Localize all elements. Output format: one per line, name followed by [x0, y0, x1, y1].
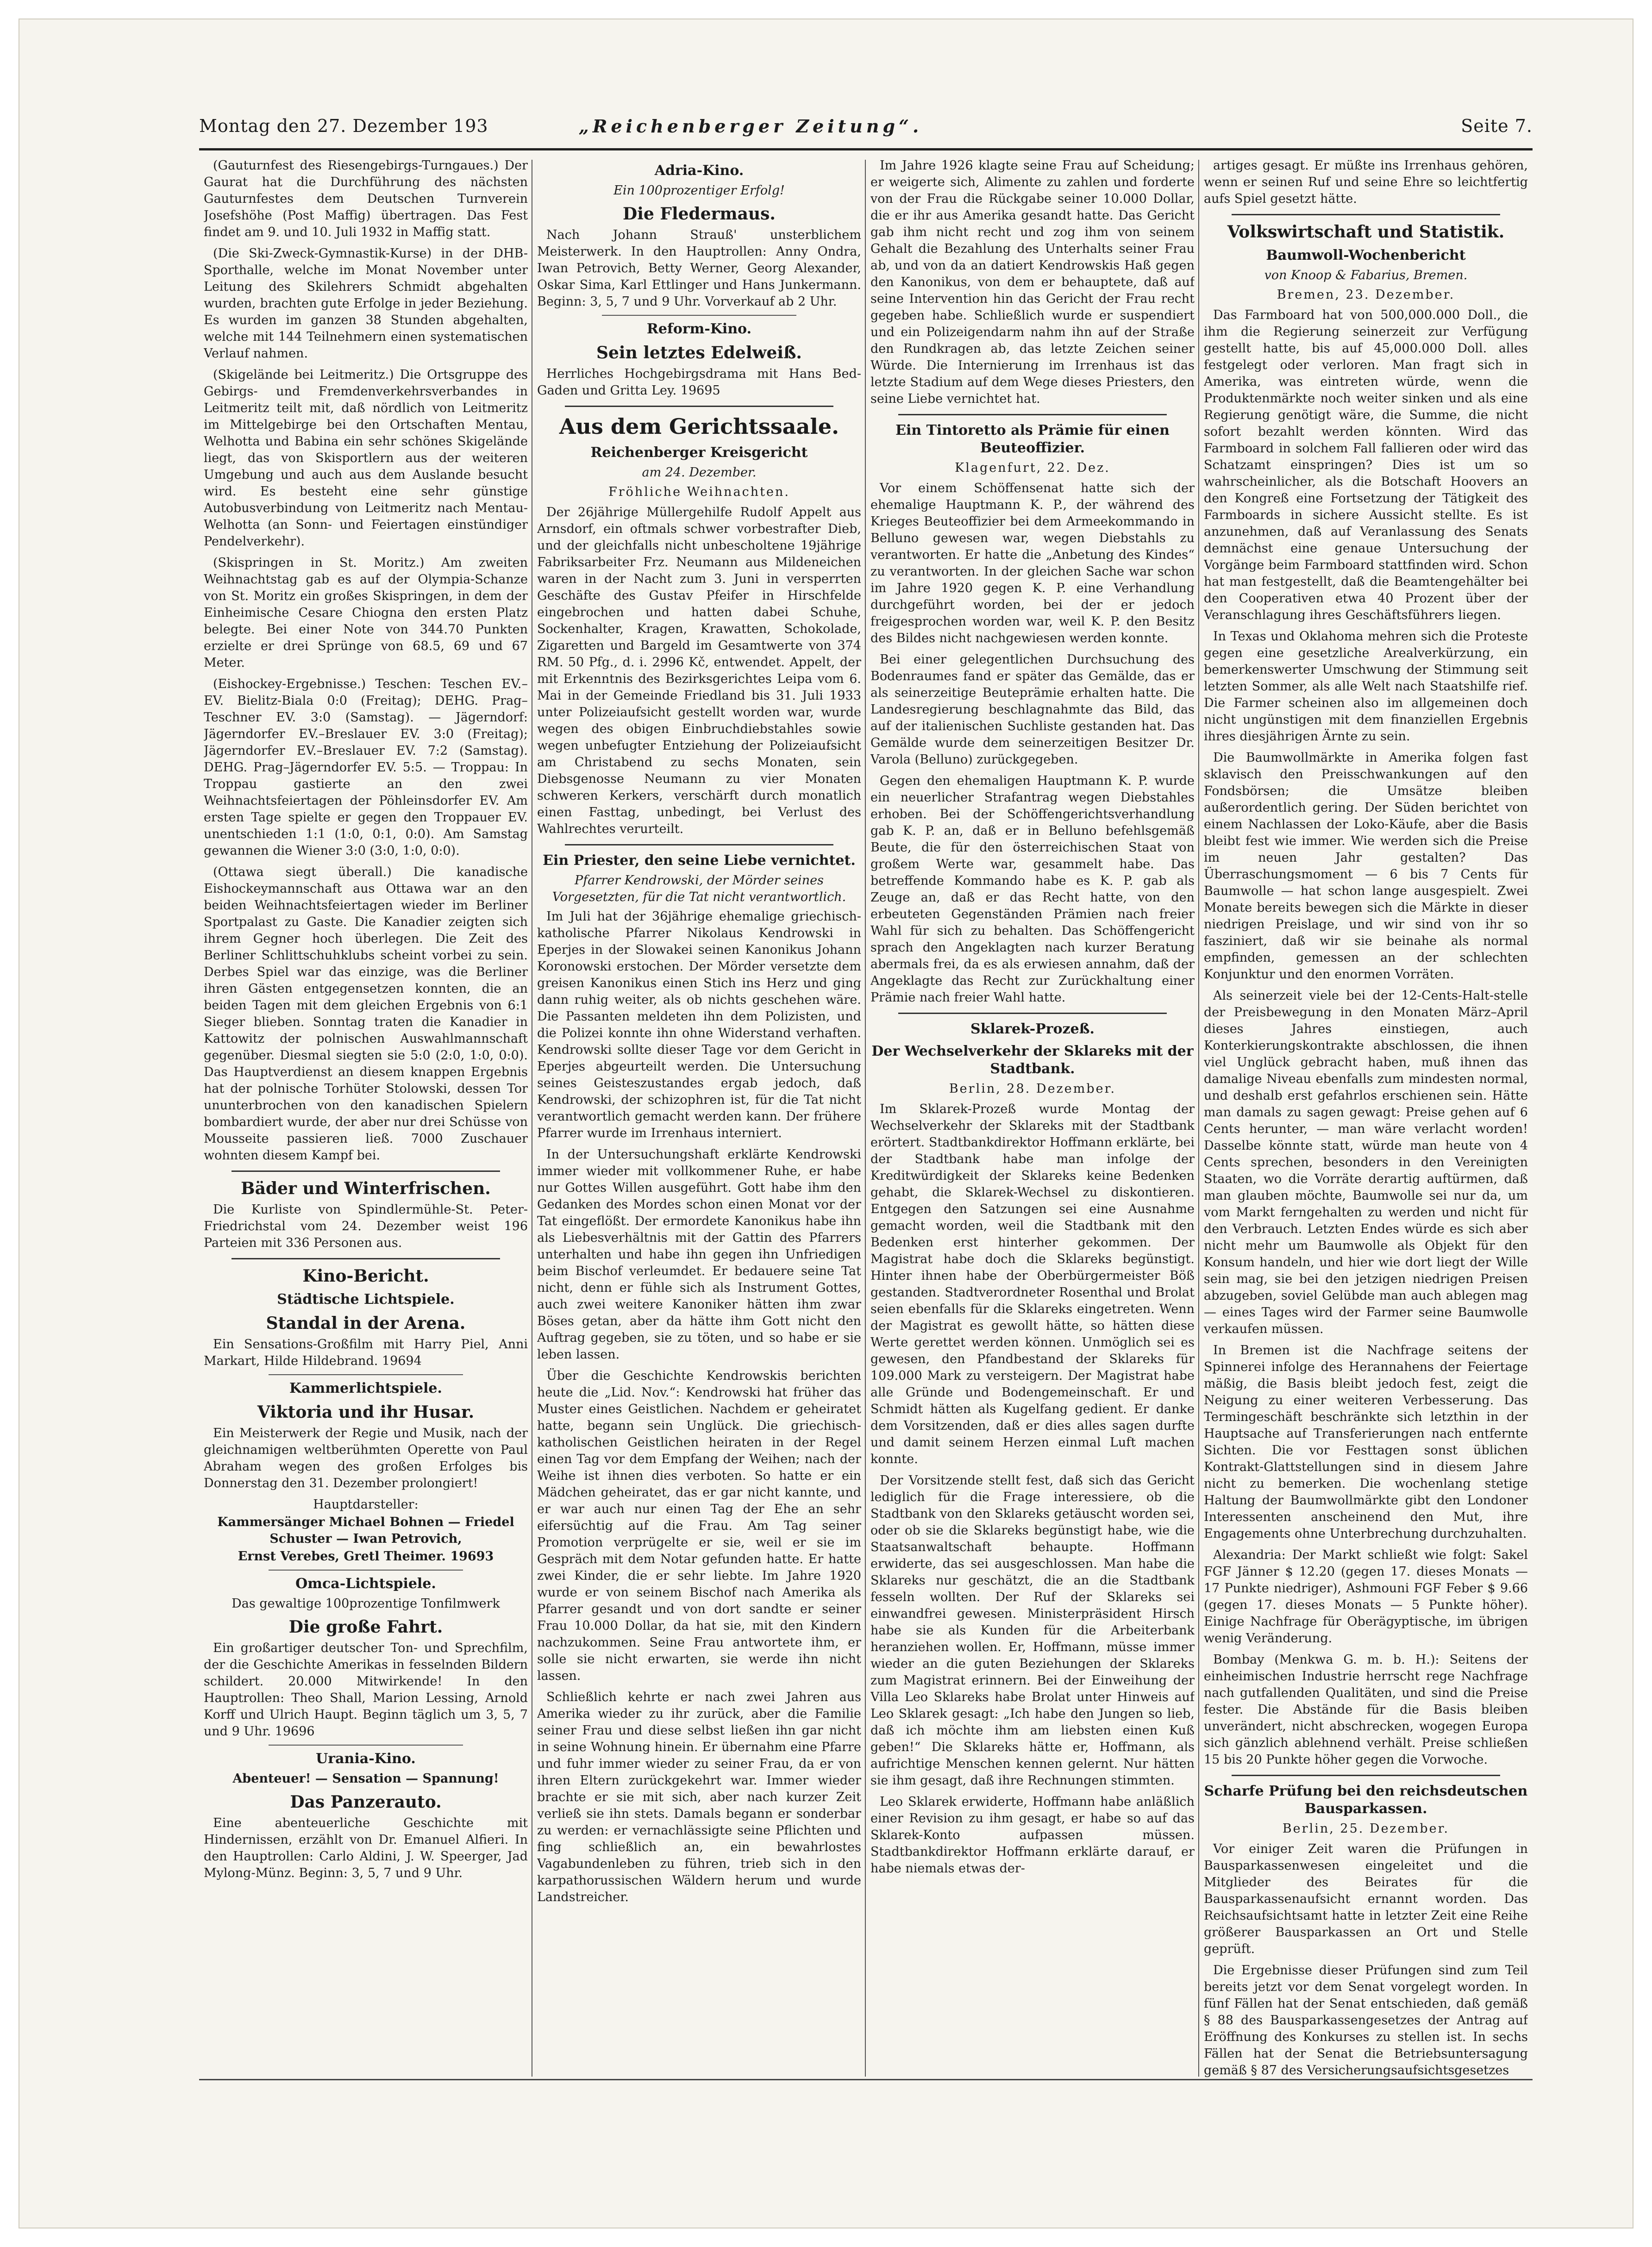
film-tagline: Ein 100prozentiger Erfolg! [613, 183, 785, 198]
section-separator [232, 1258, 500, 1259]
court-name: Reichenberger Kreisgericht [590, 444, 808, 461]
masthead [199, 116, 1533, 143]
film-text: Eine abenteuerliche Geschichte mit Hindernissen, erzählt von Dr. Emanuel Alfieri. In den Hauptrollen: Carlo Aldini, J. W. Speerger, Jad Mylong-Münz. Beginn: 3, 5, 7 und 9 Uhr. [204, 1816, 528, 1880]
cinema-name: Adria-Kino. [654, 163, 744, 179]
article-text: Im Juli hat der 36jährige ehemalige griechisch-katholische Pfarrer Nikolaus Kendrowski in Eperjes in der Slowakei seinen Kanonikus Johann Koronowski erstochen. Der Mörder versetzte dem greisen Kanonikus einen Stich ins Herz und ging dann ruhig weiter, als ob nichts geschehen wäre. Die Passanten meldeten ihn dem Polizisten, und die Polizei konnte ihn ohne Widerstand verhaften. Kendrowski sollte dieser Tage vor dem Gericht in Eperjes abgeurteilt werden. Die Untersuchung seines Geisteszustandes ergab jedoch, daß Kendrowski, der schizophren ist, für die Tat nicht verantwortlich gemacht werden kann. Der frühere Pfarrer wurde im Irrenhaus interniert. [537, 909, 861, 1140]
film-title: Das Panzerauto. [290, 1792, 442, 1812]
film-text: Herrliches Hochgebirgsdrama mit Hans Bed-Gaden und Gritta Ley. 19695 [537, 367, 861, 398]
court-date: am 24. Dezember. [642, 465, 757, 480]
article-heading: Ein Tintoretto als Prämie für einen Beuteoffizier. [895, 422, 1170, 456]
cinema-name: Urania-Kino. [316, 1751, 416, 1767]
news-item: (Skigelände bei Leitmeritz.) Die Ortsgruppe des Gebirgs- und Fremdenverkehrsverbandes in Leitmeritz teilt mit, daß nördlich von Leitmeritz im Mittelgebirge bei den Ortschaften Mentau, Welhotta und Babina ein sehr schönes Skigelände liegt, das von Skisportlern aus der weiteren Umgebung und auch aus dem Auslande besucht wird. Es besteht eine sehr günstige Autobusverbindung von Leitmeritz nach Mentau-Welhotta (an Sonn- und Feiertagen einstündiger Pendelverkehr). [204, 368, 528, 549]
section-separator [898, 1013, 1167, 1014]
article-heading: Baumwoll-Wochenbericht [1266, 247, 1466, 263]
article-text: Bombay (Menkwa G. m. b. H.): Seitens der einheimischen Industrie herrscht rege Nachfrage nach gutfallenden Qualitäten, und sind die Preise fester. Die Abstände für die Basis bleiben unverändert, nicht abschrecken, wogegen Europa sich gänzlich ablehnend verhält. Preise schließen 15 bis 20 Punkte höher gegen die Vorwoche. [1204, 1652, 1528, 1767]
article-heading: Scharfe Prüfung bei den reichsdeutschen Bausparkassen. [1204, 1783, 1528, 1817]
article-text: Der Vorsitzende stellt fest, daß sich das Gericht lediglich für die Frage interessiere, ob die Stadtbank von den Sklareks getäuscht worden sei, oder ob sie die Sklareks begünstigt habe, wie die Staatsanwaltschaft behaupte. Hoffmann erwiderte, das sei ausgeschlossen. Man habe die Sklareks nur geschätzt, die an die Stadtbank fesseln wollten. Der Ruf der Sklareks sei einwandfrei gewesen. Ministerpräsident Hirsch habe sie als Kunden für die Arbeiterbank heranziehen wollen. Er, Hoffmann, müsse immer wieder an die guten Beziehungen der Sklareks zum Magistrat erinnern. Bei der Einweihung der Villa Leo Sklareks habe Brolat unter Hinweis auf Leo Sklarek gesagt: „Ich habe den Jungen so lieb, daß ich möchte ihm am liebsten einen Kuß geben!“ Die Sklareks hätte er, Hoffmann, als aufrichtige Menschen kennen gelernt. Nur hätten sie ihm gesagt, daß ihre Rechnungen stimmten. [870, 1473, 1195, 1788]
cinema-name: Reform-Kino. [646, 321, 752, 337]
section-heading: Volkswirtschaft und Statistik. [1227, 222, 1505, 242]
news-item: (Eishockey-Ergebnisse.) Teschen: Teschen EV.–EV. Bielitz-Biala 0:0 (Freitag); DEHG. Prag–Teschner EV. 3:0 (Samstag). — Jägerndorf: Jägerndorfer EV.–Breslauer EV. 3:0 (Freitag); Jägerndorfer EV.–Breslauer EV. 7:2 (Samstag). DEHG. Prag–Jägerndorfer EV. 5:5. — Troppau: In Troppau gastierte an den zwei Weihnachtsfeiertagen der Pöhleinsdorfer EV. Am ersten Tage spielte er gegen den Troppauer EV. unentschieden 1:1 (1:0, 0:1, 0:0). Am Samstag gewannen die Wiener 3:0 (3:0, 1:0, 0:0). [204, 677, 528, 858]
article-text: Als seinerzeit viele bei der 12-Cents-Halt-stelle der Preisbewegung in den Monaten März–April dieses Jahres einstiegen, auch Konterkierungskontrakte abschlossen, die ihnen viel Unglück gebracht haben, muß ihnen das damalige Niveau ebenfalls zum mindesten normal, und deshalb erst gefahrlos erschienen sein. Hätte man damals zu sagen gewagt: Preise gehen auf 6 Cents herunter, — man wäre verlacht worden! Dasselbe könnte statt, würde man heute von 4 Cents sprechen, besonders in den Vereinigten Staaten, wo die Vorräte derartig auftürmen, daß man glauben möchte, Baumwolle sei nur da, um vom Markt ferngehalten zu werden und nicht für den Verbrauch. Letzten Endes würde es sich aber nicht mehr um Baumwolle als Objekt für den Konsum handeln, und hier wie dort liegt der Wille sein mag, sie bei den jetzigen niedrigen Preisen abzugeben, soviel Gelübde man auch ablegen mag — eines Tages wird der Farmer seine Baumwolle verkaufen müssen. [1204, 989, 1528, 1336]
dateline: Berlin, 28. Dezember. [949, 1082, 1116, 1096]
article-heading: Ein Priester, den seine Liebe vernichtet. [543, 852, 856, 869]
dateline: Bremen, 23. Dezember. [1277, 288, 1455, 302]
separator [269, 1745, 463, 1746]
article-text: Die Ergebnisse dieser Prüfungen sind zum Teil bereits jetzt vor dem Senat vorgelegt worden. In fünf Fällen hat der Senat entschieden, daß gemäß § 88 des Bausparkassengesetzes der Antrag auf Eröffnung des Konkurses zu stellen ist. In sechs Fällen hat der Senat die Betriebsuntersagung gemäß § 87 des Versicherungsaufsichtsgesetzes [1204, 1963, 1528, 2078]
film-text: Ein Meisterwerk der Regie und Musik, nach der gleichnamigen weltberühmten Operette von Paul Abraham wegen des großen Erfolges bis Donnerstag den 31. Dezember prolongiert! [204, 1426, 528, 1490]
section-separator [898, 414, 1167, 415]
page-number: Seite 7. [1461, 116, 1533, 136]
film-tagline: Abenteuer! — Sensation — Spannung! [232, 1771, 499, 1786]
cast-line: Kammersänger Michael Bohnen — Friedel Schuster — Iwan Petrovich, [217, 1515, 514, 1546]
news-item: Die Kurliste von Spindlermühle-St. Peter-Friedrichstal vom 24. Dezember weist 196 Parteien mit 336 Personen aus. [204, 1202, 528, 1250]
article-text: Im Sklarek-Prozeß wurde Montag der Wechselverkehr der Sklareks mit der Stadtbank erörtert. Stadtbankdirektor Hoffmann erklärte, bei der Stadtbank habe man infolge der Kreditwürdigkeit der Sklareks keine Bedenken gehabt, die Sklarek-Wechsel zu diskontieren. Entgegen den Satzungen sei eine Ausnahme gemacht worden, weil die Stadtbank mit den Bedenken erst hinterher gekommen. Der Magistrat habe doch die Sklareks begünstigt. Hinter ihnen habe der Oberbürgermeister Böß gestanden. Stadtverordneter Rosenthal und Brolat seien ebenfalls für die Sklareks eingetreten. Wenn der Magistrat es gewollt hätte, so hätten diese Werte gerettet werden können. Unmöglich sei es gewesen, den Pfandbestand der Sklareks für 109.000 Mark zu versteigern. Der Magistrat habe alle Gründe und Bodengemeinschaft. Er und Schmidt hätten als Kugelfang gedient. Er danke dem Vorsitzenden, daß er dies alles sagen durfte und damit seinem Herzen einmal Luft machen konnte. [870, 1102, 1195, 1466]
section-separator [565, 844, 833, 845]
film-text: Ein großartiger deutscher Ton- und Sprechfilm, der die Geschichte Amerikas in fesselnden Bildern schildert. 20.000 Mitwirkende! In den Hauptrollen: Theo Shall, Marion Lessing, Arnold Korff und Ulrich Haupt. Beginn täglich um 3, 5, 7 und 9 Uhr. 19696 [204, 1641, 528, 1739]
column-2 [537, 157, 861, 2079]
film-title: Die große Fahrt. [288, 1617, 443, 1637]
article-text: In der Untersuchungshaft erklärte Kendrowski immer wieder mit vollkommener Ruhe, er habe nur Gottes Willen ausgeführt. Gott habe ihm den Gedanken des Mordes schon einen Monat vor der Tat eingeflößt. Der ermordete Kanonikus habe ihn als Liebesverhältnis mit der Gattin des Pfarrers unterhalten und habe ihn gegen ihn Unfriedigen beim Bischof verleumdet. Er bedauere seine Tat nicht, denn er fühle sich als Instrument Gottes, auch zwei weitere Kanoniker hätten ihm zwar Böses getan, aber da hätte ihm Gott nicht den Auftrag gegeben, sie zu töten, und so habe er sie leben lassen. [537, 1147, 861, 1362]
dateline: Klagenfurt, 22. Dez. [955, 461, 1110, 475]
film-text: Nach Johann Strauß' unsterblichem Meisterwerk. In den Hauptrollen: Anny Ondra, Iwan Petrovich, Betty Werner, Georg Alexander, Oskar Sima, Karl Ettlinger und Hans Junkermann. Beginn: 3, 5, 7 und 9 Uhr. Vorverkauf ab 2 Uhr. [537, 228, 861, 309]
article-text: artiges gesagt. Er müßte ins Irrenhaus gehören, wenn er seinen Ruf und seine Ehre so leichtfertig aufs Spiel gesetzt hätte. [1204, 158, 1528, 206]
separator [602, 315, 796, 316]
article-text: Gegen den ehemaligen Hauptmann K. P. wurde ein neuerlicher Strafantrag wegen Diebstahles erhoben. Bei der Schöffengerichtsverhandlung gab K. P. an, daß er in Belluno befehlsgemäß Beute, die für den österreichischen Staat von großem Werte war, gesammelt habe. Das betreffende Kommando habe es K. P. gab als Zeuge an, daß er das Recht hatte, von den erbeuteten Gegenständen Prämien nach freier Wahl für sich zu behalten. Das Schöffengericht sprach den Angeklagten nach kurzer Beratung abermals frei, da es als erwiesen annahm, daß der Angeklagte das Recht zur Zurückhaltung einer Prämie nach freier Wahl hatte. [870, 774, 1195, 1005]
film-tagline: Das gewaltige 100prozentige Tonfilmwerk [232, 1596, 500, 1611]
film-title: Die Fledermaus. [623, 204, 776, 224]
newspaper-title: „Reichenberger Zeitung“. [579, 116, 923, 137]
column-1 [204, 157, 528, 2079]
section-separator [1232, 1775, 1500, 1776]
article-heading: Fröhliche Weihnachten. [608, 485, 790, 499]
column-divider [1198, 160, 1199, 2077]
news-item: (Skispringen in St. Moritz.) Am zweiten Weihnachtstag gab es auf der Olympia-Schanze von St. Moritz ein großes Skispringen, in dem der Einheimische Cesare Chiogna den ersten Platz belegte. Bei einer Note von 344.70 Punkten erzielte er drei Sprünge von 68.5, 69 und 67 Meter. [204, 556, 528, 670]
article-text: In Bremen ist die Nachfrage seitens der Spinnerei infolge des Herannahens der Feiertage mäßig, die Basis bleibt jedoch fest, zeigt die Neigung zu einer weiteren Verbesserung. Das Termingeschäft beschränkte sich letzthin in der Hauptsache auf Transferierungen nach entfernte Sichten. Die vor Festtagen sonst üblichen Kontrakt-Glattstellungen sind in diesem Jahre nicht zu bemerken. Die wochenlang stetige Haltung der Baumwollmärkte gibt den Londoner Interessenten anscheinend den Mut, ihre Engagements ohne Unterbrechung durchzuhalten. [1204, 1343, 1528, 1541]
column-divider [865, 160, 866, 2077]
section-heading: Kino-Bericht. [302, 1266, 429, 1286]
separator [269, 1374, 463, 1375]
article-text: Schließlich kehrte er nach zwei Jahren aus Amerika wieder zu ihr zurück, aber die Familie seiner Frau und diese selbst ließen ihn gar nicht in seine Wohnung hinein. Er übernahm eine Pfarre und fuhr immer wieder zu seiner Frau, da er von ihren Eltern zurückgekehrt war. Immer wieder brachte er sie mit sich, aber nach kurzer Zeit verließ sie ihn stets. Damals begann er sonderbar zu werden: er vernachlässigte seine Pflichten und fing schließlich an, ein bewahrlostes Vagabundenleben zu führen, trieb sich in den karpathorussischen Wäldern herum und wurde Landstreicher. [537, 1690, 861, 1904]
article-heading: Sklarek-Prozeß. [970, 1021, 1095, 1037]
dateline: Berlin, 25. Dezember. [1282, 1821, 1450, 1836]
cinema-name: Kammerlichtspiele. [289, 1380, 442, 1396]
article-text: Das Farmboard hat von 500,000.000 Doll., die ihm die Regierung seinerzeit zur Verfügung gestellt hatte, bis auf 45,000.000 Doll. alles festgelegt oder verloren. Man fragt sich in Amerika, was eintreten würde, wenn die Produktenmärkte noch weiter sinken und als eine Regierung genötigt wäre, die Summe, die nicht sofort bezahlt werden könnten. Wird das Farmboard in solchem Fall fallieren oder wird das Schatzamt einspringen? Dies ist um so wahrscheinlicher, als die Botschaft Hoovers an den Kongreß eine Fortsetzung der Tätigkeit des Farmboards in sichere Aussicht stellte. Es ist anzunehmen, daß auf Veranlassung des Senats demnächst eine genaue Untersuchung der Vorgänge beim Farmboard stattfinden wird. Schon hat man festgestellt, daß die Beamtengehälter bei den Cooperativen etwa 40 Prozent über der Veranschlagung ihres Geschäftsführers liegen. [1204, 308, 1528, 622]
article-text: Im Jahre 1926 klagte seine Frau auf Scheidung; er weigerte sich, Alimente zu zahlen und forderte von der Frau die Rückgabe seiner 10.000 Dollar, die er ihr aus Amerika gesandt hatte. Das Gericht gab ihm nicht recht und zog ihm von seinem Gehalt die Bezahlung des Unterhalts seiner Frau ab, und von da an datiert Kendrowskis Haß gegen den Kanonikus, von dem er behauptete, daß auf seine Intervention hin das Gericht der Frau recht gegeben habe. Schließlich wurde er suspendiert und ein Polizeigendarm nahm ihn auf der Straße den Rundkragen ab, das letzte Zeichen seiner Würde. Die Internierung im Irrenhaus ist das letzte Stadium auf dem Wege dieses Priesters, den seine Liebe vernichtet hat. [870, 158, 1195, 406]
article-subheading: Der Wechselverkehr der Sklareks mit der Stadtbank. [871, 1043, 1194, 1077]
news-item: (Ottawa siegt überall.) Die kanadische Eishockeymannschaft aus Ottawa war an den beiden Weihnachtsfeiertagen wieder im Berliner Sportpalast zu Gaste. Die Kanadier zeigten sich ihrem Gegner hoch überlegen. Die Zeit des Berliner Schlittschuhklubs scheint vorbei zu sein. Derbes Spiel war das einzige, was die Berliner ihren Gästen entgegensetzen konnten, die an beiden Tagen mit dem gleichen Ergebnis von 6:1 Sieger blieben. Sonntag traten die Kanadier in Kattowitz der polnischen Auswahlmannschaft gegenüber. Diesmal siegten sie 5:0 (2:0, 1:0, 0:0). Das Hauptverdienst an diesem knappen Ergebnis hat der polnische Torhüter Stolowski, dessen Tor ununterbrochen von den kanadischen Spielern bombardiert wurde, der aber nur drei Schüsse von Mousseite passieren ließ. 7000 Zuschauer wohnten diesem Kampf bei. [204, 865, 528, 1163]
film-title: Sein letztes Edelweiß. [596, 343, 802, 363]
article-byline: von Knoop & Fabarius, Bremen. [1264, 268, 1468, 282]
article-text: Alexandria: Der Markt schließt wie folgt: Sakel FGF Jänner $ 12.20 (gegen 17. dieses Monats — 17 Punkte niedriger), Ashmouni FGF Feber $ 9.66 (gegen 17. dieses Monats — 5 Punkte höher). Einige Nachfrage für Oberägyptische, im übrigen wenig Veränderung. [1204, 1548, 1528, 1646]
issue-date: Montag den 27. Dezember 193 [199, 116, 488, 136]
cinema-name: Städtische Lichtspiele. [277, 1291, 455, 1308]
footer-rule [199, 2079, 1533, 2080]
separator [269, 1570, 463, 1571]
section-heading: Bäder und Winterfrischen. [241, 1179, 491, 1198]
section-separator [1232, 214, 1500, 215]
cast-label: Hauptdarsteller: [313, 1497, 419, 1512]
news-item: (Die Ski-Zweck-Gymnastik-Kurse) in der DHB-Sporthalle, welche im Monat November unter Leitung des Skilehrers Schmidt abgehalten wurden, brachten gute Erfolge in jeder Beziehung. Es wurden im ganzen 38 Stunden abgehalten, welche mit 144 Teilnehmern einen systematischen Verlauf nahmen. [204, 246, 528, 361]
film-title: Standal in der Arena. [266, 1314, 466, 1333]
header-rule [199, 148, 1533, 150]
article-text: Bei einer gelegentlichen Durchsuchung des Bodenraumes fand er später das Gemälde, das er als seinerzeitige Beuteprämie erhalten hatte. Die Landesregierung beschlagnahmte das Bild, das auf der italienischen Suchliste gestanden hat. Das Gemälde wurde dem seinerzeitigen Besitzer Dr. Varola (Belluno) zurückgegeben. [870, 652, 1195, 767]
film-text: Ein Sensations-Großfilm mit Harry Piel, Anni Markart, Hilde Hildebrand. 19694 [204, 1337, 528, 1368]
cast-line: Ernst Verebes, Gretl Theimer. 19693 [238, 1549, 494, 1564]
article-text: Über die Geschichte Kendrowskis berichten heute die „Lid. Nov.“: Kendrowski hat früher das Muster eines Geistlichen. Nachdem er geheiratet hatte, begann sein Unglück. Die griechisch-katholischen Geistlichen heiraten in der Regel einen Tag vor dem Empfang der Weihen; nach der Weihe ist ihnen dies verboten. So hatte er ein Mädchen geheiratet, das er gar nicht kannte, und er war auch nur einen Tag der Ehe an sehr eifersüchtig auf die Frau. Am Tag seiner Promotion verprügelte er sie, weil er sie im Gespräch mit dem Notar gefunden hatte. Er hatte zwei Kinder, die er sehr liebte. Im Jahre 1920 wurde er von seinem Bischof nach Amerika als Pfarrer gesandt und von dort sandte er seiner Frau 10.000 Dollar, da hat sie, mit den Kindern nachzukommen. Seine Frau antwortete ihm, er solle sie nicht erwarten, sie werde ihn nicht lassen. [537, 1369, 861, 1683]
cinema-name: Omca-Lichtspiele. [295, 1576, 436, 1592]
column-3 [870, 157, 1195, 2079]
article-text: In Texas und Oklahoma mehren sich die Proteste gegen eine gesetzliche Arealverkürzung, ein bemerkenswerter Umschwung der Stimmung seit letzten Sommer, als alle Welt nach Staatshilfe rief. Die Farmer scheinen also im allgemeinen doch nicht ungünstigen mit dem finanziellen Ergebnis ihres diesjährigen Ärnte zu sein. [1204, 629, 1528, 744]
article-text: Die Baumwollmärkte in Amerika folgen fast sklavisch den Preisschwankungen auf den Fondsbörsen; die Umsätze bleiben außerordentlich gering. Der Süden berichtet von einem Nachlassen der Loko-Käufe, aber die Basis bleibt fest wie immer. Wie werden sich die Preise im neuen Jahr gestalten? Das Überraschungsmoment — 6 bis 7 Cents für Baumwolle — hat schon lange ausgespielt. Zwei Monate bereits bewegen sich die Märkte in dieser niedrigen Preislage, und wir sind von ihr so fasziniert, daß wir sie beinahe als normal empfinden, gemessen an der schlechten Konjunktur und den enormen Vorräten. [1204, 751, 1528, 982]
article-subheading: Pfarrer Kendrowski, der Mörder seines Vorgesetzten, für die Tat nicht verantwortlich. [552, 873, 846, 904]
section-separator [565, 406, 833, 407]
section-heading: Aus dem Gerichtssaale. [559, 414, 839, 439]
film-title: Viktoria und ihr Husar. [257, 1402, 475, 1422]
news-item: (Gauturnfest des Riesengebirgs-Turngaues.) Der Gaurat hat die Durchführung des nächsten Gauturnfestes dem Deutschen Turnverein Josefshöhe (Post Maffig) übertragen. Das Fest findet am 9. und 10. Juli 1932 in Maffig statt. [204, 158, 528, 239]
column-4 [1204, 157, 1528, 2079]
article-text: Vor einiger Zeit waren die Prüfungen in Bausparkassenwesen eingeleitet und die Mitglieder des Beirates für die Bausparkassenaufsicht ernannt worden. Das Reichsaufsichtsamt hatte in letzter Zeit eine Reihe größerer Bausparkassen an Ort und Stelle geprüft. [1204, 1842, 1528, 1956]
article-text: Vor einem Schöffensenat hatte sich der ehemalige Hauptmann K. P., der während des Krieges Beuteoffizier bei dem Armeekommando in Belluno gewesen war, wegen Diebstahls zu verantworten. Er hatte die „Anbetung des Kindes“ zu verantworten. In der gleichen Sache war schon im Jahre 1920 gegen K. P. eine Verhandlung durchgeführt worden, bei der er jedoch freigesprochen worden war, weil K. P. den Besitz des Bildes nicht nachgewiesen werden konnte. [870, 481, 1195, 645]
section-separator [232, 1170, 500, 1172]
article-text: Der 26jährige Müllergehilfe Rudolf Appelt aus Arnsdorf, ein oftmals schwer vorbestrafter Dieb, und der gleichfalls nicht unbescholtene 19jährige Fabriksarbeiter Frz. Neumann aus Mildeneichen waren in der Nacht zum 3. Juni in versperrten Geschäfte des Gustav Pfeifer in Hirschfelde eingebrochen und hatten dabei Schuhe, Sockenhalter, Kragen, Krawatten, Schokolade, Zigaretten und Bargeld im Gesamtwerte von 374 RM. 50 Pfg., d. i. 2996 Kč, entwendet. Appelt, der mit Erkenntnis des Bezirksgerichtes Leipa vom 6. Mai in der Gemeinde Friedland bis 31. Juli 1933 unter Polizeiaufsicht gestellt worden war, wurde wegen des obigen Einbruchdiebstahles sowie wegen unbefugter Entziehung der Polizeiaufsicht am Christabend zu sechs Monaten, sein Diebsgenosse Neumann zu vier Monaten schweren Kerkers, verschärft durch monatlich einen Fasttag, unbedingt, bei Verlust des Wahlrechtes verurteilt. [537, 505, 861, 836]
article-text: Leo Sklarek erwiderte, Hoffmann habe anläßlich einer Revision zu ihm gesagt, er habe so auf das Sklarek-Konto aufpassen müssen. Stadtbankdirektor Hoffmann erklärte darauf, er habe niemals etwas der- [870, 1795, 1195, 1876]
